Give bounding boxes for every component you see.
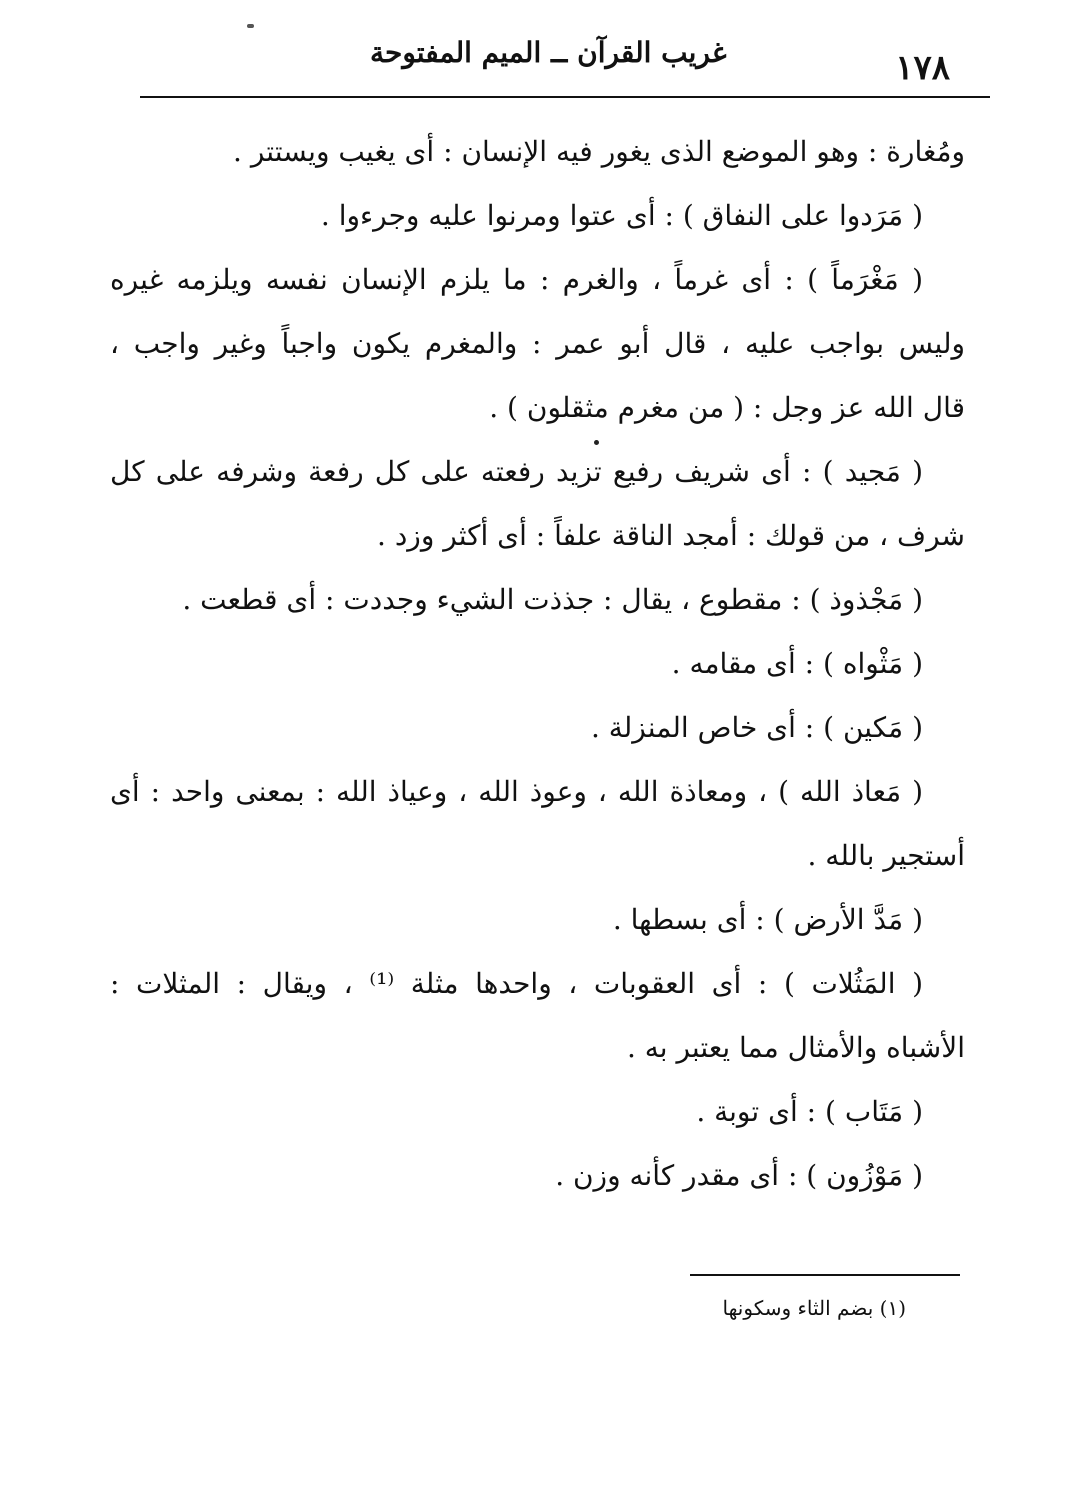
text-line: ( مَعاذ الله ) ، ومعاذة الله ، وعوذ الله ، وعياذ الله : بمعنى واحد : أى: [110, 775, 923, 808]
text-line: ( مَوْزُون ) : أى مقدر كأنه وزن .: [555, 1159, 923, 1192]
entry-madd-al-ard: [110, 888, 965, 952]
page-header: [140, 28, 990, 98]
text-line: ( مَجْذوذ ) : مقطوع ، يقال : جذذت الشيء وجددت : أى قطعت .: [182, 583, 923, 616]
entry-mathwah: [110, 632, 965, 696]
entry-maadh-allah: [110, 760, 965, 888]
text-line: أستجير بالله .: [807, 839, 965, 872]
header-rule: [140, 96, 990, 98]
entry-maghram: [110, 248, 965, 440]
text-line: ومُغارة : وهو الموضع الذى يغور فيه الإنسان : أى يغيب ويستتر .: [233, 135, 965, 168]
text-line: وليس بواجب عليه ، قال أبو عمر : والمغرم يكون واجباً وغير واجب ،: [110, 327, 965, 360]
text-line: ( مَثْواه ) : أى مقامه .: [671, 647, 923, 680]
text-line: ( مَتَاب ) : أى توبة .: [696, 1095, 923, 1128]
text-line: شرف ، من قولك : أمجد الناقة علفاً : أى أكثر وزد .: [377, 519, 965, 552]
text-line: ( مَغْرَماً ) : أى غرماً ، والغرم : ما يلزم الإنسان نفسه ويلزمه غيره: [110, 263, 923, 296]
footnote: (١) بضم الثاء وسكونها: [722, 1296, 906, 1320]
entry-maradu: [110, 184, 965, 248]
text-line: ( المَثُلات ) : أى العقوبات ، واحدها مثلة ⁽¹⁾ ، ويقال : المثلات :: [110, 967, 923, 1000]
entry-mughara: [110, 120, 965, 184]
entry-makin: [110, 696, 965, 760]
page-number: ١٧٨: [895, 48, 950, 88]
entry-matab: [110, 1080, 965, 1144]
footnote-rule: [690, 1274, 960, 1276]
entry-majdhudh: [110, 568, 965, 632]
text-line: ( مَكين ) : أى خاص المنزلة .: [590, 711, 923, 744]
text-line: قال الله عز وجل : ( من مغرم مثقلون ) .: [489, 391, 965, 424]
text-line: ( مَرَدوا على النفاق ) : أى عتوا ومرنوا عليه وجرءوا .: [320, 199, 923, 232]
body-text: [110, 120, 965, 1208]
running-title: غريب القرآن ــ الميم المفتوحة: [370, 36, 727, 69]
text-line: ( مَجيد ) : أى شريف رفيع تزيد رفعته على كل رفعة وشرفه على كل: [110, 455, 923, 488]
entry-mawzun: [110, 1144, 965, 1208]
entry-al-mathulat: [110, 952, 965, 1080]
entry-majid: [110, 440, 965, 568]
text-line: الأشباه والأمثال مما يعتبر به .: [626, 1031, 965, 1064]
text-line: ( مَدَّ الأرض ) : أى بسطها .: [612, 903, 923, 936]
